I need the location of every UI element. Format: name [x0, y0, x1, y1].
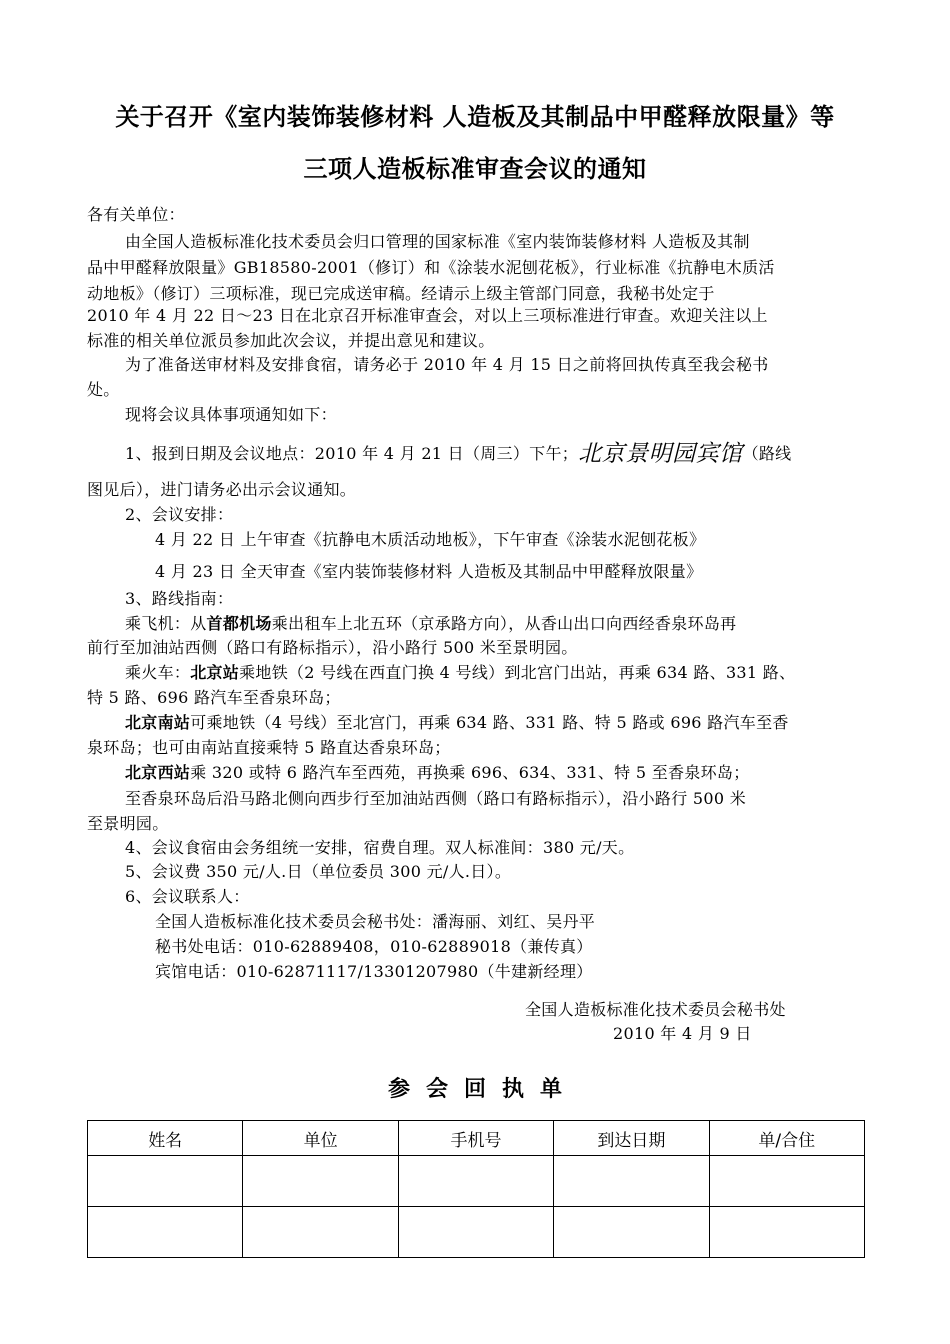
route-south-rest: 可乘地铁（4 号线）至北宫门，再乘 634 路、331 路、特 5 路或 696 路汽车至香	[190, 713, 789, 732]
header-mobile: 手机号	[398, 1121, 553, 1156]
prep-line-1: 为了准备送审材料及安排食宿，请务必于 2010 年 4 月 15 日之前将回执传真至我会秘书	[125, 355, 769, 374]
route-south-line-1	[125, 713, 789, 733]
route-train-bold: 北京站	[190, 663, 240, 682]
route-train-pre: 乘火车：	[125, 663, 191, 682]
item-1-suffix: （路线	[742, 444, 792, 463]
route-train-line-2: 特 5 路、696 路汽车至香泉环岛；	[87, 688, 341, 707]
route-walk-line-1: 至香泉环岛后沿马路北侧向西步行至加油站西侧（路口有路标指示），沿小路行 500 米	[125, 789, 747, 808]
table-cell[interactable]	[709, 1207, 864, 1258]
table-cell[interactable]	[398, 1207, 553, 1258]
notice-title-line-2: 三项人造板标准审查会议的通知	[303, 155, 647, 183]
table-cell[interactable]	[554, 1207, 709, 1258]
header-room-type: 单/合住	[709, 1121, 864, 1156]
table-cell[interactable]	[243, 1156, 398, 1207]
route-plane-line-2: 前行至加油站西侧（路口有路标指示），沿小路行 500 米至景明园。	[87, 638, 578, 657]
intro-line-2: 品中甲醛释放限量》GB18580-2001（修订）和《涂装水泥刨花板》，行业标准《抗静电木质活	[87, 258, 775, 277]
item-2-label: 2、会议安排：	[125, 505, 234, 524]
route-west-line	[125, 763, 750, 783]
prep-line-2: 处。	[87, 380, 120, 399]
hotel-phone: 宾馆电话：010-62871117/13301207980（牛建新经理）	[155, 962, 593, 981]
signature: 全国人造板标准化技术委员会秘书处	[525, 1000, 786, 1019]
signature-date: 2010 年 4 月 9 日	[613, 1024, 752, 1043]
receipt-table	[87, 1120, 865, 1258]
route-west-rest: 乘 320 或特 6 路汽车至西苑，再换乘 696、634、331、特 5 至香泉环岛；	[190, 763, 750, 782]
intro-line-5: 标准的相关单位派员参加此次会议，并提出意见和建议。	[87, 331, 495, 350]
route-west-bold: 北京西站	[125, 763, 191, 782]
item-1-line-1	[125, 441, 792, 467]
item-2-day-1: 4 月 22 日 上午审查《抗静电木质活动地板》，下午审查《涂装水泥刨花板》	[155, 530, 706, 549]
item-1-line-2: 图见后），进门请务必出示会议通知。	[87, 480, 357, 499]
table-cell[interactable]	[88, 1207, 243, 1258]
item-5: 5、会议费 350 元/人.日（单位委员 300 元/人.日）。	[125, 862, 512, 881]
route-south-line-2: 泉环岛；也可由南站直接乘特 5 路直达香泉环岛；	[87, 738, 451, 757]
table-row	[88, 1156, 865, 1207]
receipt-title: 参会回执单	[387, 1077, 578, 1102]
item-1-prefix: 1、报到日期及会议地点：2010 年 4 月 21 日（周三）下午；	[125, 444, 579, 463]
header-name: 姓名	[88, 1121, 243, 1156]
office-phone: 秘书处电话：010-62889408，010-62889018（兼传真）	[155, 937, 593, 956]
table-row	[88, 1207, 865, 1258]
route-plane-bold: 首都机场	[206, 614, 272, 633]
item-2-day-2: 4 月 23 日 全天审查《室内装饰装修材料 人造板及其制品中甲醛释放限量》	[155, 562, 703, 581]
table-cell[interactable]	[554, 1156, 709, 1207]
item-4: 4、会议食宿由会务组统一安排，宿费自理。双人标准间：380 元/天。	[125, 838, 635, 857]
receipt-header-row	[88, 1121, 865, 1156]
table-cell[interactable]	[243, 1207, 398, 1258]
item-6-label: 6、会议联系人：	[125, 887, 250, 906]
table-cell[interactable]	[398, 1156, 553, 1207]
intro-line-4: 2010 年 4 月 22 日～23 日在北京召开标准审查会，对以上三项标准进行审查。欢迎关注以上	[87, 306, 768, 325]
item-3-label: 3、路线指南：	[125, 589, 234, 608]
route-walk-line-2: 至景明园。	[87, 814, 169, 833]
route-plane-pre: 乘飞机：从	[125, 614, 207, 633]
hotel-name: 北京景明园宾馆	[578, 441, 743, 467]
notice-intro: 现将会议具体事项通知如下：	[125, 405, 337, 424]
table-cell[interactable]	[709, 1156, 864, 1207]
header-arrival-date: 到达日期	[554, 1121, 709, 1156]
table-cell[interactable]	[88, 1156, 243, 1207]
route-plane-line-1	[125, 614, 736, 634]
intro-line-1: 由全国人造板标准化技术委员会归口管理的国家标准《室内装饰装修材料 人造板及其制	[125, 232, 750, 251]
route-train-line-1	[125, 663, 795, 683]
notice-title-line-1: 关于召开《室内装饰装修材料 人造板及其制品中甲醛释放限量》等	[115, 103, 835, 131]
salutation: 各有关单位：	[87, 205, 185, 224]
route-train-rest: 乘地铁（2 号线在西直门换 4 号线）到北宫门出站，再乘 634 路、331 路、	[239, 663, 796, 682]
contact-names: 全国人造板标准化技术委员会秘书处：潘海丽、刘红、吴丹平	[155, 912, 596, 931]
intro-line-3: 动地板》（修订）三项标准，现已完成送审稿。经请示上级主管部门同意，我秘书处定于	[87, 284, 715, 303]
route-plane-rest: 乘出租车上北五环（京承路方向），从香山出口向西经香泉环岛再	[271, 614, 737, 633]
route-south-bold: 北京南站	[125, 713, 191, 732]
header-unit: 单位	[243, 1121, 398, 1156]
